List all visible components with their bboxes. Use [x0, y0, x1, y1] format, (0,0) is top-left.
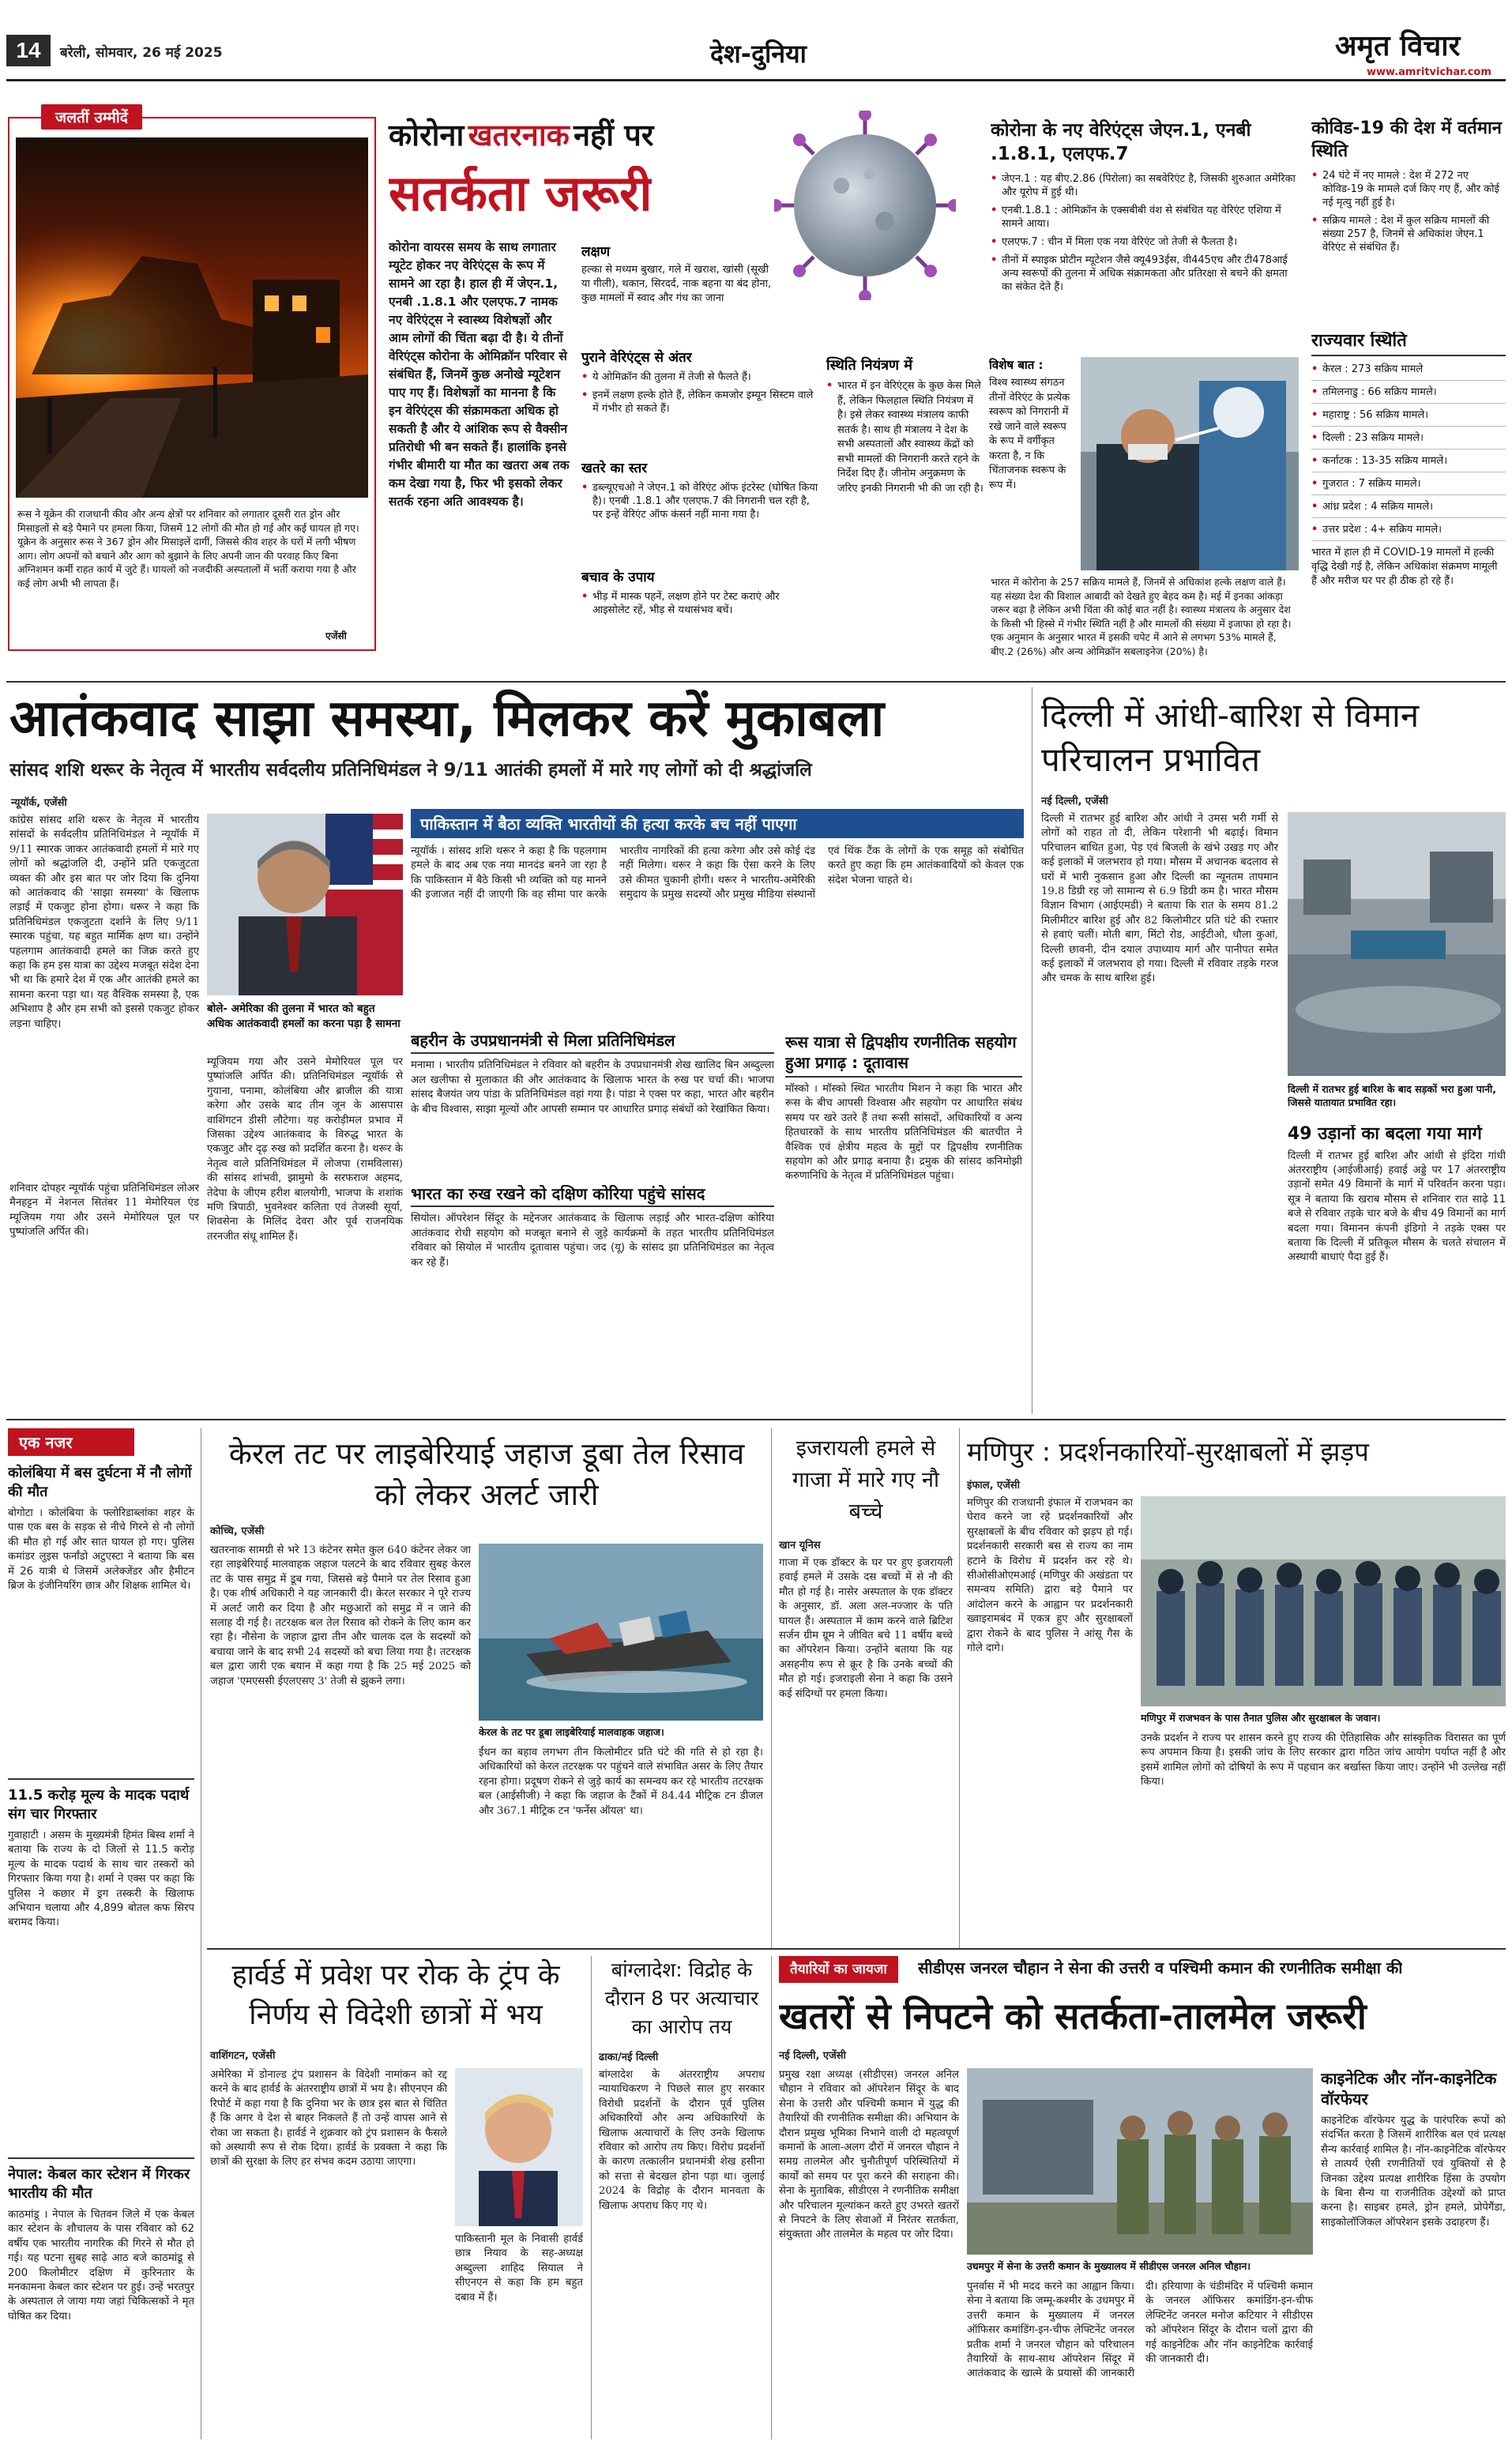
section-title: देश-दुनिया [710, 39, 807, 69]
rajya-item: • उत्तर प्रदेश : 4+ सक्रिय मामले। [1311, 523, 1506, 541]
ship-photo [479, 1544, 763, 1721]
tayari-byline: नई दिल्ली, एजेंसी [779, 2050, 846, 2062]
delhi-text: दिल्ली में रातभर हुई बारिश और आंधी ने उमस भरी गर्मी से लोगों को राहत तो दी, लेकिन परेशानी भी बढ़ाई। विमान परिचालन बाधित हुआ, पेड़ एवं बिजली के खंभे उखड़ गए और कई इलाकों में जलभराव हो गया। मौसम में अचानक बदलाव से घरों में भारी नुकसान हुआ और दिल्ली का न्यूनतम तापमान 19.8 डिग्री रह जो सामान्य से 6.9 डिग्री कम है। भारत मौसम विज्ञान विभाग (आईएमडी) ने बताया कि रात के समय 81.2 मिलीमीटर बारिश हुई और 82 किलोमीटर प्रति घंटे की रफ्तार से हवाएं चलीं। मोती बाग, मिंटो रोड, आईटीओ, धौला कुआं, दिल्ली छावनी, दीन दयाल उपाध्याय मार्ग और पानीपत समेत कई इलाकों में जलभराव हो गया। दिल्ली में रविवार तड़के गरज और चमक के साथ बारिश हुई। [1041, 813, 1278, 985]
rajya-item: • आंध्र प्रदेश : 4 सक्रिय मामले। [1311, 500, 1506, 518]
sthiti-item: • भारत में इन वेरिएंट्स के कुछ केस मिले हैं, लेकिन फिलहाल स्थिति नियंत्रण में है। इसे लेकर स्वास्थ्य मंत्रालय काफी सतर्क है। साथ ही मंत्रालय ने देश के सभी अस्पतालों और स्वास्थ्य केंद्रों को सभी मामलों की निगरानी करते रहने के निर्देश दिए हैं। जीनोम अनुक्रमण के जरिए इनकी निगरानी भी की जा रही है। [826, 379, 984, 496]
pak-text: न्यूयॉर्क । सांसद शशि थरूर ने कहा है कि पहलगाम हमले के बाद अब एक नया मानदंड बनने जा रहा है कि पाकिस्तान में बैठे किसी भी व्यक्ति को यह मानने की इजाजत नहीं दी जाएगी कि वह सीमा पार करके भारतीय नागरिकों की हत्या करेगा और उसे कोई दंड नहीं मिलेगा। थरूर ने कहा कि ऐसा करने के लिए उसे कीमत चुकानी होगी। थरूर ने भारतीय-अमेरिकी समुदाय के प्रमुख सदस्यों और प्रमुख मीडिया संस्थानों एवं थिंक टैंक के लोगों के एक समूह को संबोधित करते हुए कहा कि हम आतंकवादियों को केवल एक संदेश भेजना चाहते थे। [411, 845, 1024, 901]
tharoor-photo-caption: बोले- अमेरिका की तुलना में भारत को बहुत अधिक आतंकवादी हमलों का करना पड़ा है सामना [207, 1002, 401, 1030]
bangla-text: बांग्लादेश के अंतरराष्ट्रीय अपराध न्यायाधिकरण ने पिछले साल हुए सरकार विरोधी प्रदर्शनों के दौरान पूर्व पुलिस अधिकारियों और अन्य अधिकारियों के खिलाफ अत्याचारों के लिए उनके खिलाफ रविवार को आरोप तय किए। विरोध प्रदर्शनों के कारण तत्कालीन प्रधानमंत्री शेख हसीना को सत्ता से बेदखल होना पड़ा था। जुलाई 2024 के विद्रोह के दौरान मानवता के खिलाफ अपराध किए गए थे। [599, 2069, 765, 2212]
cds-photo-caption: उधमपुर में सेना के उत्तरी कमान के मुख्यालय में सीडीएस जनरल अनिल चौहान। [967, 2260, 1251, 2272]
corona-intro: कोरोना वायरस समय के साथ लगातार म्यूटेट होकर नए वेरिएंट्स के रूप में सामने आ रहा है। हाल ही में जेएन.1, एनबी .1.8.1 और एलएफ.7 नामक नए वेरिएंट्स ने स्वास्थ्य विशेषज्ञों और आम लोगों की चिंता बढ़ा दी है। ये तीनों वेरिएंट्स कोरोना के ओमिक्रॉन परिवार से संबंधित हैं, जिनमें कुछ अनोखे म्यूटेशन पाए गए हैं। विशेषज्ञों का मानना है कि इन वेरिएंट्स की संक्रामकता अधिक हो सकती है और ये आंशिक रूप से वैक्सीन प्रतिरोधी भी बन सकते हैं। हालांकि इनसे गंभीर बीमारी या मौत का खतरा अब तक कम देखा गया है, फिर भी इसको लेकर सतर्क रहना अति आवश्यक है। [389, 240, 570, 509]
tayari-text2: पुनर्वास में भी मदद करने का आह्वान किया। सेना ने बताया कि जम्मू-कश्मीर के उधमपुर में उत्तरी कमान के मुख्यालय में जनरल ऑफिसर कमांडिंग-इन-चीफ लेफ्टिनेंट जनरल प्रतीक शर्मा ने जनरल चौहान को परिचालन तैयारियों के साथ-साथ ऑपरेशन सिंदूर में आतंकवाद के खात्मे के प्रयासों की जानकारी दी। हरियाणा के चंडीमंदिर में पश्चिमी कमान के जनरल ऑफिसर कमांडिंग-इन-चीफ लेफ्टिनेंट जनरल मनोज कटियार ने सीडीएस को ऑपरेशन सिंदूर के दौरान चलों द्वारा की गई काइनेटिक और नॉन काइनेटिक कार्रवाई की जानकारी दी। [967, 2281, 1313, 2380]
covid-status-title: कोविड-19 की देश में वर्तमान स्थिति [1311, 118, 1502, 161]
brand-logo: अमृत विचार [1335, 30, 1461, 62]
eknajar-text: काठमांडू । नेपाल के चितवन जिले में एक केबल कार स्टेशन के शौचालय के पास रविवार को 62 वर्षीय एक भारतीय नागरिक की गिरने से मौत हो गई। यह घटना सुबह साढ़े आठ बजे काठमांडू से 200 किलोमीटर दक्षिण में कुरिनतार के मनकामना केबल कार स्टेशन पर हुई। उन्हें भरतपुर के अस्पताल ले जाया गया जहां चिकित्सकों ने मृत घोषित कर दिया। [8, 2209, 194, 2323]
bahrain-text: मनामा । भारतीय प्रतिनिधिमंडल ने रविवार को बहरीन के उपप्रधानमंत्री शेख खालिद बिन अब्दुल्ला अल खलीफा से मुलाकात की और आतंकवाद के खिलाफ भारत के रुख पर चर्चा की। भाजपा सांसद बैजयंत जय पांडा के प्रतिनिधिमंडल वहां गया है। पांडा ने एक्स पर कहा, भारत और बहरीन के बीच विश्वास, साझा मूल्यों और आपसी सम्मान पर आधारित प्रगाढ़ संबंधों को रेखांकित किया। [411, 1059, 774, 1115]
pak-title: पाकिस्तान में बैठा व्यक्ति भारतीयों की हत्या करके बच नहीं पाएगा [411, 809, 1024, 838]
rajya-item: • कर्नाटक : 13-35 सक्रिय मामले। [1311, 454, 1506, 472]
purane-item: • ये ओमिक्रॉन की तुलना में तेजी से फैलते हैं। [581, 371, 818, 384]
tharoor-photo [207, 814, 403, 995]
terror-col1: कांग्रेस सांसद शशि थरूर के नेतृत्व में भारतीय सांसदों के सर्वदलीय प्रतिनिधिमंडल ने न्यूयॉर्क में 9/11 स्मारक जाकर आतंकवादी हमलों में मारे गए लोगों को श्रद्धांजलि दी, उन्होंने प्रति एकजुटता व्यक्त की और इस बात पर जोर दिया कि दुनिया को आतंकवाद की 'साझा समस्या' के खिलाफ लड़ाई में एकजुट होना होगा। थरूर ने कहा कि प्रतिनिधिमंडल एकजुटता दर्शाने के लिए 9/11 स्मारक पहुंचा, यह बहुत मार्मिक क्षण था। उन्होंने पहलगाम आतंकवादी हमले का जिक्र करते हुए कहा कि हम इस यात्रा का उद्देश्य मजबूत संदेश देना भी था कि हमारे देश में एक और आतंकी हमले का सामना करना पड़ा था। यह वैश्विक समस्या है, एक अभिशाप है और हम सभी को इससे एकजुट होकर लड़ना चाहिए। [9, 814, 199, 1030]
virus-image [774, 111, 956, 300]
russia-title: रूस यात्रा से द्विपक्षीय रणनीतिक सहयोग हुआ प्रगाढ़ : दूतावास [785, 1032, 1022, 1078]
bangla-byline: ढाका/नई दिल्ली [599, 2052, 659, 2063]
tayari-headline: खतरों से निपटने को सतर्कता-तालमेल जरूरी [779, 1995, 1367, 2037]
korea-block [411, 1185, 774, 1307]
rajya-note: भारत में हाल ही में COVID-19 मामलों में हल्की वृद्धि देखी गई है, लेकिन अधिकांश संक्रमण मामूली हैं और मरीज घर पर ही ठीक हो रहे हैं। [1311, 546, 1498, 587]
jalti-box [8, 109, 376, 651]
visesh-text: विश्व स्वास्थ्य संगठन तीनों वेरिएंट के प्रत्येक स्वरूप को निगरानी में रखे जाने वाले स्वरूप के रूप में वर्गीकृत करता है, न कि चिंताजनक स्वरूप के रूप में। [989, 377, 1070, 491]
bangla-headline: बांग्लादेश: विद्रोह के दौरान 8 पर अत्याचार का आरोप तय [604, 1958, 759, 2038]
eknajar-title: कोलंबिया में बस दुर्घटना में नौ लोगों की मौत [8, 1465, 192, 1500]
flights-box [1288, 1125, 1506, 1410]
rajya-item: • महाराष्ट्र : 56 सक्रिय मामले। [1311, 408, 1506, 427]
covid-status-box [1311, 117, 1506, 259]
bachav-title: बचाव के उपाय [581, 570, 655, 585]
tayari-tag: तैयारियों का जायजा [779, 1956, 898, 1983]
cds-photo [967, 2068, 1313, 2255]
bahrain-block [411, 1032, 774, 1193]
khatre-title: खतरे का स्तर [581, 461, 648, 476]
rajya-item: • गुजरात : 7 सक्रिय मामले। [1311, 477, 1506, 495]
harvard-headline: हार्वर्ड में प्रवेश पर रोक के ट्रंप के निर्णय से विदेशी छात्रों में भय [231, 1959, 560, 2031]
variant-item: • जेएन.1 : यह बीए.2.86 (पिरोला) का सबवेरिएंट है, जिसकी शुरुआत अमेरिका और यूरोप में हुई थी। [991, 172, 1299, 199]
lakshan-text: हल्का से मध्यम बुखार, गले में खराश, खांसी (सूखी या गीली), थकान, सिरदर्द, नाक बहना या बंद होना, कुछ मामलों में स्वाद और गंध का जाना [581, 264, 772, 304]
visesh-block [989, 357, 1071, 493]
kerala-divider [771, 1428, 772, 1950]
fire-image [16, 137, 368, 498]
israel-divider [959, 1428, 960, 1950]
variant-item: • एनबी.1.8.1 : ओमिक्रॉन के एक्सबीबी वंश से संबंधित यह वेरिएंट एशिया में सामने आया। [991, 204, 1299, 231]
fire-photo [16, 137, 368, 498]
delhi-photo-caption: दिल्ली में रातभर हुई बारिश के बाद सड़कों भरा हुआ पानी, जिससे यातायात प्रभावित रहा। [1288, 1083, 1496, 1108]
kerala-byline: कोच्चि, एजेंसी [210, 1525, 265, 1537]
kerala-text: खतरनाक सामग्री से भरे 13 कंटेनर समेत कुल 640 कंटेनर लेकर जा रहा लाइबेरियाई मालवाहक जहाज पलटने के बाद रविवार सुबह केरल तट के पास समुद्र में डूब गया, जिससे बड़े पैमाने पर तेल रिसाव हुआ है। एक शीर्ष अधिकारी ने यह जानकारी दी। केरल सरकार ने पूरे राज्य में अलर्ट जारी कर दिया है और मछुआरों को समुद्र में न जाने की सलाह दी गई है। तटरक्षक बल तेल रिसाव को रोकने के लिए काम कर रहा है। नौसेना के जहाज द्वारा तीन और चालक दल के सदस्यों को बचाया जाने के बाद सभी 24 सदस्यों को बचा लिया गया है। तटरक्षक बल द्वारा जारी एक बयान में कहा गया है कि 25 मई 2025 को जहाज 'एमएससी ईएलएसए 3' तेजी से झुकने लगा। [210, 1544, 471, 1687]
russia-text: मॉस्को । मॉस्को स्थित भारतीय मिशन ने कहा कि भारत और रूस के बीच आपसी विश्वास और सहयोग पर आधारित संबंध समय पर खरे उतरे हैं तथा रूसी सांसदों, अधिकारियों व अन्य हितधारकों के साथ भारतीय प्रतिनिधिमंडल की बातचीत ने वैश्विक एवं क्षेत्रीय महत्व के मुद्दों पर द्विपक्षीय रणनीतिक सहयोग को और प्रगाढ़ बनाया है। द्रमुक की सांसद कनिमोझी करुणानिधि के नेतृत्व में प्रतिनिधिमंडल पहुंचा। [785, 1083, 1022, 1183]
jalti-label: जलतीं उम्मीदें [41, 104, 142, 130]
section-rule-2 [6, 1419, 1506, 1420]
section-rule-3 [207, 1948, 1506, 1950]
page-number-badge: 14 [6, 35, 51, 66]
masthead [0, 0, 1512, 78]
kinetic-text: काइनेटिक वॉरफेयर युद्ध के पारंपरिक रूपों को संदर्भित करता है जिसमें शारीरिक बल एवं प्रत्यक्ष सैन्य कार्रवाई शामिल है। नॉन-काइनेटिक वॉरफेयर से तात्पर्य ऐसी रणनीतियों एवं युक्तियों से है जिनका उद्देश्य प्रत्यक्ष शारीरिक हिंसा के उपयोग के बिना सैन्य या राजनीतिक उद्देश्यों को प्राप्त करना है। साइबर हमले, ड्रोन हमले, प्रोपेगैंडा, साइकोलॉजिकल ऑपरेशन इसके उदाहरण हैं। [1321, 2115, 1506, 2229]
harvard-text: अमेरिका में डोनाल्ड ट्रंप प्रशासन के विदेशी नामांकन को रद्द करने के बाद हार्वर्ड के अंतरराष्ट्रीय छात्रों में भय है। सीएनएन की रिपोर्ट में कहा गया है कि दुनिया भर के छात्र इस बात से चिंतित हैं कि अगर वे देश से बाहर निकलते हैं तो उन्हें वापस आने से रोका जा सकता है। हार्वर्ड ने शुक्रवार को ट्रंप प्रशासन के फैसले को अस्थायी रूप से रोक दिया। हार्वर्ड के प्रवक्ता ने कहा कि छात्रों की सुरक्षा के लिए हर संभव कदम उठाया जाएगा। [210, 2069, 447, 2169]
delhi-byline: नई दिल्ली, एजेंसी [1041, 796, 1108, 807]
terror-headline: आतंकवाद साझा समस्या, मिलकर करें मुकाबला [9, 690, 885, 748]
tayari-bar [779, 1956, 1506, 1983]
israel-text: गाजा में एक डॉक्टर के घर पर हुए इजरायली हवाई हमले में उसके दस बच्चों में से नौ की मौत हो गई है। नासेर अस्पताल के एक डॉक्टर के अनुसार, डॉ. अला अल-नज्जार के पति घायल हैं। अस्पताल में काम करने वाले ब्रिटिश सर्जन ग्रीम ग्रूम ने जीवित बचे 11 वर्षीय बच्चे का ऑपरेशन किया। उन्होंने बताया कि यह असहनीय रूप से क्रूर है कि उनके बच्चों की मौत हो गई। इजराइली सेना ने कहा कि उसने कई संदिग्धों पर हमला किया। [779, 1557, 953, 1700]
variant-item: • एलएफ.7 : चीन में मिला एक नया वेरिएंट जो तेजी से फैलता है। [991, 235, 1299, 249]
bahrain-title: बहरीन के उपप्रधानमंत्री से मिला प्रतिनिधिमंडल [411, 1032, 774, 1054]
kerala-text2: ईंधन का बहाव लगभग तीन किलोमीटर प्रति घंटे की गति से हो रहा है। अधिकारियों को केरल तटरक्षक पर पहुंचने वाले संभावित असर के लिए तैयार रहना होगा। प्रदूषण रोकने से जुड़े कार्य का समन्वय कर रहे भारतीय तटरक्षक बल (आईसीजी) ने कहा कि जहाज के टैंकों में 84.44 मीट्रिक टन डीजल और 367.1 मीट्रिक टन 'फर्नेस ऑयल' था। [479, 1747, 763, 1817]
purane-title: पुराने वेरिएंट्स से अंतर [581, 350, 692, 366]
eknajar-text: गुवाहाटी । असम के मुख्यमंत्री हिमंत बिस्व शर्मा ने बताया कि राज्य के दो जिलों से 11.5 करोड़ मूल्य के मादक पदार्थ के साथ चार तस्करों को गिरफ्तार किया गया है। शर्मा ने एक्स पर कहा कि पुलिस ने कछार में ड्रग तस्करी के खिलाफ अभियान चलाया और 4,899 बोतल कफ सिरप बरामद किया। [8, 1830, 194, 1929]
rajya-title: राज्यवार स्थिति [1311, 332, 1506, 356]
flights-title: 49 उड़ानों का बदला गया मार्ग [1288, 1125, 1482, 1144]
section-rule [6, 681, 1506, 683]
variants-title: कोरोना के नए वेरिएंट्स जेएन.1, एनबी .1.8.1, एलएफ.7 [991, 120, 1251, 164]
terror-byline: न्यूयॉर्क, एजेंसी [11, 797, 67, 809]
bachav-block [581, 567, 818, 622]
website[interactable]: www.amritvichar.com [1367, 66, 1491, 78]
manipur-photo [1141, 1496, 1506, 1706]
date-line: बरेली, सोमवार, 26 मई 2025 [60, 45, 223, 61]
corona-headline-a: कोरोना [389, 118, 465, 152]
jalti-credit: एजेंसी [325, 630, 347, 641]
harvard-divider [591, 1956, 592, 2439]
visesh-title: विशेष बात : [989, 358, 1044, 372]
corona-headline-red: खतरनाक [468, 118, 570, 152]
purane-block [581, 348, 818, 420]
kerala-headline: केरल तट पर लाइबेरियाई जहाज डूबा तेल रिसाव को लेकर अलर्ट जारी [228, 1436, 745, 1512]
sthiti-block [826, 355, 984, 501]
eknajar-title: 11.5 करोड़ मूल्य के मादक पदार्थ संग चार गिरफ्तार [8, 1778, 194, 1824]
lakshan-title: लक्षण [581, 244, 611, 260]
covid-photo-text: भारत में कोरोना के 257 सक्रिय मामले हैं, जिनमें से अधिकांश हल्के लक्षण वाले हैं। यह संख्या देश की विशाल आबादी को देखते हुए बेहद कम है। मई में इनका आंकड़ा जरूर बढ़ा है लेकिन अभी चिंता की कोई बात नहीं है। स्वास्थ्य मंत्रालय के अनुसार देश के किसी भी हिस्से में गंभीर स्थिति नहीं है और मामलों की संख्या में इजाफा हो रहा है। एक अनुमान के अनुसार भारत में इसकी चपेट में आने से लगभग 53% मामले हैं, बीए.2 (26%) और अन्य ओमिक्रॉन सबलाइनेज (20%) है। [991, 576, 1292, 657]
eknajar-title: नेपाल: केबल कार स्टेशन में गिरकर भारतीय की मौत [8, 2157, 194, 2203]
korea-title: भारत का रुख रखने को दक्षिण कोरिया पहुंचे सांसद [411, 1185, 774, 1207]
manipur-text: मणिपुर की राजधानी इंफाल में राजभवन का घेराव करने जा रहे प्रदर्शनकारियों और सुरक्षाबलों के बीच रविवार को झड़प हो गई। प्रदर्शनकारी सरकारी बस से राज्य का नाम हटाने के विरोध में प्रदर्शन कर रहे थे। सीओसीओएमआई (मणिपुर की अखंडता पर समन्वय समिति) द्वारा बड़े पैमाने पर आंदोलन करने के आह्वान पर प्रदर्शनकारी ख्वाइरामबंद में एकत्र हुए और सुरक्षाबलों द्वारा रोकने के बाद पुलिस ने आंसू गैस के गोले दागे। [967, 1497, 1133, 1655]
korea-text: सियोल। ऑपरेशन सिंदूर के मद्देनजर आतंकवाद के खिलाफ लड़ाई और भारत-दक्षिण कोरिया आतंकवाद रोधी सहयोग को मजबूत बनाने से जुड़े कार्यक्रमों के तहत भारतीय प्रतिनिधिमंडल रविवार को सियोल में भारतीय दूतावास पहुंचा। जद (यू) के सांसद झा प्रतिनिधिमंडल का नेतृत्व कर रहे हैं। [411, 1213, 774, 1269]
tayari-kicker: सीडीएस जनरल चौहान ने सेना की उत्तरी व पश्चिमी कमान की रणनीतिक समीक्षा की [918, 1959, 1403, 1977]
manipur-photo-caption: मणिपुर में राजभवन के पास तैनात पुलिस और सुरक्षाबल के जवान। [1141, 1712, 1381, 1724]
rajya-item: • केरल : 273 सक्रिय मामले [1311, 363, 1506, 381]
variants-block [991, 118, 1299, 299]
flights-text: दिल्ली में रातभर हुई बारिश और आंधी से इंदिरा गांधी अंतरराष्ट्रीय (आईजीआई) हवाई अड्डे पर 17 अंतरराष्ट्रीय उड़ानों समेत 49 विमानों के मार्ग में परिवर्तन करना पड़ा। सूत्र ने बताया कि खराब मौसम से शनिवार रात साढ़े 11 बजे से रविवार तड़के चार बजे के बीच 49 विमानों का मार्ग बदला गया। विमानन कंपनी इंडिगो ने तड़के एक्स पर बताया कि दिल्ली में प्रतिकूल मौसम के चलते संचालन में अस्थायी बाधाएं पैदा हुई हैं। [1288, 1149, 1506, 1264]
covid-status-item: • सक्रिय मामले : देश में कुल सक्रिय मामलों की संख्या 257 है, जिनमें से अधिकांश जेएन.1 वेरिएंट से संबंधित हैं। [1311, 214, 1506, 254]
terror-col2: म्यूजियम गया और उसने मेमोरियल पूल पर पुष्पांजलि अर्पित की। प्रतिनिधिमंडल न्यूयॉर्क से गुयाना, पनामा, कोलंबिया और ब्राजील की यात्रा करेगा और उसके बाद तीन जून के आसपास वाशिंगटन डीसी लौटेगा। यह करोड़ीमल प्रभाव में जिसका उद्देश्य आतंकवाद के विरुद्ध भारत के एकजुट और दृढ़ रुख को प्रदर्शित करना है। थरूर के नेतृत्व वाले प्रतिनिधिमंडल में लोजपा (रामविलास) की सांसद शांभवी, झामुमो के सरफराज अहमद, तेदेपा के जीएम हरीश बालयोगी, भाजपा के शशांक मणि त्रिपाठी, भुवनेश्वर कलिता एवं तेजस्वी सूर्या, शिवसेना के मिलिंद देवरा और पूर्व राजनयिक तरनजीत संधू शामिल हैं। [207, 1056, 403, 1243]
rajya-item: • तमिलनाडु : 66 सक्रिय मामले। [1311, 386, 1506, 404]
delhi-headline: दिल्ली में आंधी-बारिश से विमान परिचालन प्रभावित [1041, 696, 1420, 779]
variant-item: • तीनों में स्पाइक प्रोटीन म्यूटेशन जैसे क्यू493ईस, वी445एच और टी478आई अन्य स्वरूपों की तुलना में अधिक संक्रामकता और प्रतिरक्षा से बचने की क्षमता का संकेत देते हैं। [991, 254, 1299, 294]
eknajar-label: एक नजर [8, 1428, 134, 1456]
sthiti-title: स्थिति नियंत्रण में [826, 357, 913, 374]
rajya-box [1311, 332, 1506, 589]
corona-headline-b: नहीं पर [573, 118, 654, 152]
delhi-photo [1288, 812, 1506, 1076]
kinetic-box [1321, 2068, 1506, 2430]
manipur-text2: उनके प्रदर्शन ने राज्य पर शासन करने हुए राज्य की ऐतिहासिक और सांस्कृतिक विरासत का पूर्ण रूप अपमान किया है। इसकी जांच के लिए सरकार द्वारा गठित जांच आयोग पर्याप्त नहीं है और इसमें शामिल लोगों को दोषियों के रूप में पहचान कर बर्खास्त किया जाए। उन्होंने भी उल्लेख नहीं किया। [1141, 1732, 1506, 1789]
israel-headline: इजरायली हमले से गाजा में मारे गए नौ बच्चे [792, 1436, 939, 1524]
covid-test-photo [1081, 357, 1299, 570]
lakshan-block [581, 242, 779, 306]
masthead-rule [6, 79, 1506, 81]
ship-photo-caption: केरल के तट पर डूबा लाइबेरियाई मालवाहक जहाज। [479, 1726, 664, 1738]
harvard-byline: वाशिंगटन, एजेंसी [210, 2050, 276, 2062]
eknajar-column [8, 1428, 194, 2439]
kinetic-title: काइनेटिक और नॉन-काइनेटिक वॉरफेयर [1321, 2069, 1497, 2108]
russia-block [785, 1032, 1022, 1272]
terror-subhead: सांसद शशि थरूर के नेतृत्व में भारतीय सर्वदलीय प्रतिनिधिमंडल ने 9/11 आतंकी हमलों में मारे गए लोगों को दी श्रद्धांजलि [9, 760, 812, 781]
eknajar-text: बोगोटा । कोलंबिया के फ्लोरिडाब्लांका शहर के पास एक बस के सड़क से नीचे गिरने से नौ लोगों की मौत हो गई और सात घायल हो गए। पुलिस कमांडर लुइस फर्नांडो अटुएस्टा ने बताया कि बस में 26 यात्री थे जिसमें अलेक्जेंडर और हैमीटन ब्रिज के इंजीनियरिंग छात्र और शिक्षक शामिल थे। [8, 1507, 194, 1593]
khatre-item: • डब्ल्यूएचओ ने जेएन.1 को वेरिएंट ऑफ इंटरेस्ट (घोषित किया है)। एनबी .1.8.1 और एलएफ.7 की निगरानी चल रही है, पर इन्हें वेरिएंट ऑफ कंसर्न नहीं माना गया है। [581, 481, 818, 521]
manipur-headline: मणिपुर : प्रदर्शनकारियों-सुरक्षाबलों में झड़प [967, 1436, 1369, 1467]
rajya-item: • दिल्ली : 23 सक्रिय मामले। [1311, 431, 1506, 450]
trump-photo [455, 2068, 583, 2226]
corona-headline-big: सतर्कता जरूरी [389, 166, 653, 221]
israel-byline: खान यूनिस [779, 1540, 821, 1552]
tayari-text: प्रमुख रक्षा अध्यक्ष (सीडीएस) जनरल अनिल चौहान ने रविवार को ऑपरेशन सिंदूर के बाद सेना के उत्तरी और पश्चिमी कमान में युद्ध की तैयारियों की रणनीतिक समीक्षा की। अभियान के दौरान प्रमुख भूमिका निभाने वाली दो महत्वपूर्ण कमानों के आला-अलग दौरों में जनरल चौहान ने समग्र तालमेल और चुनौतीपूर्ण परिस्थितियों में कार्यों को समय पर पूरा करने की सराहना की। सेना के मुताबिक, सीडीएस ने रणनीतिक समीक्षा और परिचालन मूल्यांकन करते हुए उभरते खतरों से निपटने के लिए सेवाओं में निरंतर सतर्कता, संयुक्तता और तालमेल के महत्व पर जोर दिया। [779, 2069, 959, 2241]
bachav-item: • भीड़ में मास्क पहनें, लक्षण होने पर टेस्ट कराएं और आइसोलेट रहें, भीड़ से यथासंभव बचें। [581, 590, 818, 617]
covid-status-item: • 24 घंटे में नए मामले : देश में 272 नए कोविड-19 के मामले दर्ज किए गए हैं, और कोई नई मृत्यु नहीं हुई है। [1311, 169, 1506, 209]
terror-col1-b: शनिवार दोपहर न्यूयॉर्क पहुंचा प्रतिनिधिमंडल लोअर मैनहट्टन में नेशनल सितंबर 11 मेमोरियल एंड म्यूजियम गया और उसने मेमोरियल पूल पर पुष्पांजलि अर्पित की। [9, 1183, 199, 1239]
bangla-divider [771, 1956, 772, 2439]
harvard-text2: पाकिस्तानी मूल के निवासी हार्वर्ड छात्र नियाव के सह-अध्यक्ष अब्दुल्ला शाहिद सियाल ने सीएनएन से कहा कि हम बहुत दबाव में हैं। [455, 2233, 583, 2304]
purane-item: • इनमें लक्षण हल्के होते हैं, लेकिन कमजोर इम्यून सिस्टम वाले में गंभीर हो सकते हैं। [581, 389, 818, 416]
jalti-caption: रूस ने यूक्रेन की राजधानी कीव और अन्य क्षेत्रों पर शनिवार को लगातार दूसरी रात ड्रोन और मिसाइलों से बड़े पैमाने पर हमला किया, जिसमें 12 लोगों की मौत हो गई और कई घायल हो गए। यूक्रेन के अनुसार रूस ने 367 ड्रोन और मिसाइलें दागीं, जिससे कीव शहर के घरों में लगी भीषण आग। लोग अपनों को बचाने और आग को बुझाने के लिए अपनी जान की परवाह किए बिना अग्निशमन कर्मी राहत कार्य में जुटे हैं। घायलों को नजदीकी अस्पतालों में भर्ती कराया गया है और कई लोग अभी भी लापता हैं। [17, 508, 359, 589]
khatre-block [581, 458, 818, 526]
manipur-byline: इंफाल, एजेंसी [967, 1480, 1021, 1491]
pak-box [411, 809, 1024, 1024]
